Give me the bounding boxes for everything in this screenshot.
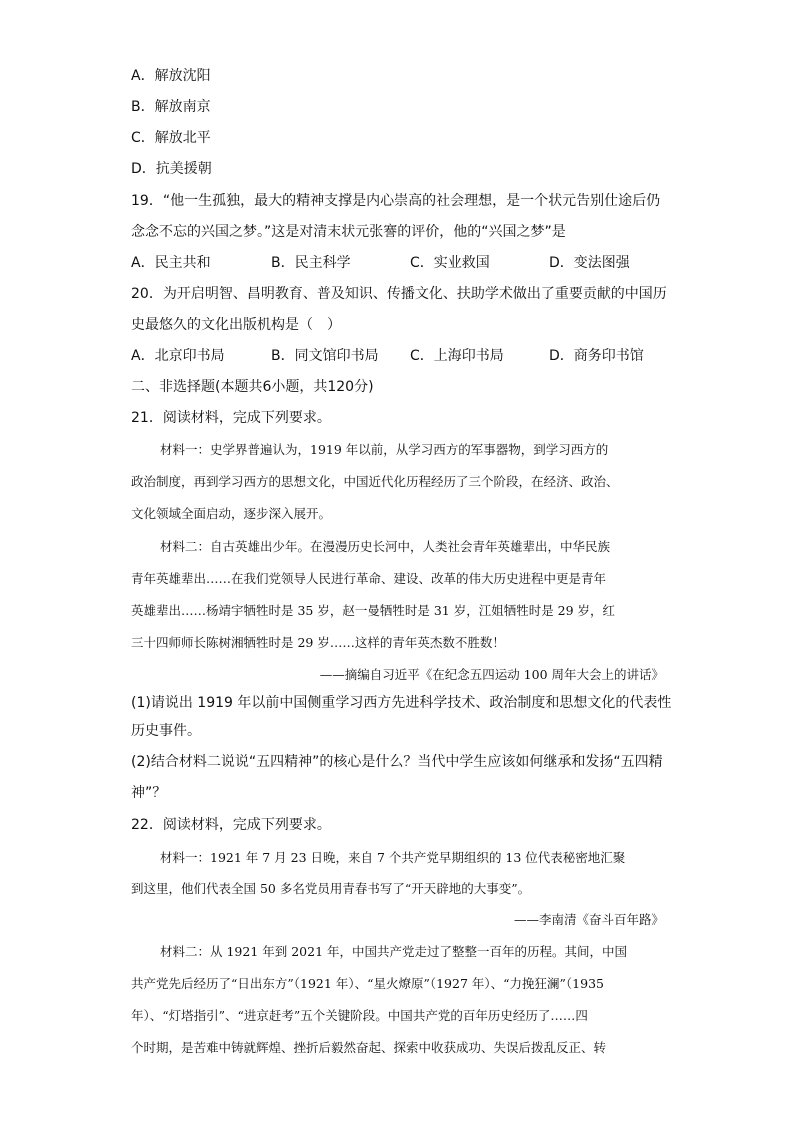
q18-option-c: C．解放北平 (131, 130, 211, 146)
q19-stem-line2: 念念不忘的兴国之梦。”这是对清末状元张謇的评价，他的“兴国之梦”是 (131, 224, 566, 240)
q18-option-b: B．解放南京 (131, 99, 211, 115)
q20-options (131, 346, 671, 366)
q21-sub1-line1: (1)请说出 1919 年以前中国侧重学习西方先进科学技术、政治制度和思想文化的代表性 (131, 695, 672, 711)
q20-option-b: B．同文馆印书局 (271, 348, 379, 364)
q21-sub2-line2: 神”？ (131, 785, 167, 801)
q22-material2-line4: 个时期，是苦难中铸就辉煌、挫折后毅然奋起、探索中收获成功、失误后拨乱反正、转 (131, 1040, 607, 1055)
q21-material2-line1: 材料二：自古英雄出少年。在漫漫历史长河中，人类社会青年英雄辈出，中华民族 (160, 539, 611, 554)
q20-option-a: A．北京印书局 (131, 348, 225, 364)
q21-source: ——摘编自习近平《在纪念五四运动 100 周年大会上的讲话》 (319, 667, 664, 682)
q21-material2-line2: 青年英雄辈出……在我们党领导人民进行革命、建设、改革的伟大历史进程中更是青年 (131, 571, 607, 586)
q21-sub1-line2: 历史事件。 (131, 723, 201, 739)
q22-source: ——李南清《奋斗百年路》 (513, 912, 664, 927)
q19-stem-line1: 19．“他一生孤独，最大的精神支撑是内心崇高的社会理想，是一个状元告别仕途后仍 (131, 193, 661, 209)
q22-stem: 22．阅读材料，完成下列要求。 (131, 817, 331, 833)
section2-heading: 二、非选择题(本题共6小题，共120分) (131, 379, 374, 395)
q21-stem: 21．阅读材料，完成下列要求。 (131, 410, 331, 426)
q20-stem-line1: 20．为开启明智、昌明教育、普及知识、传播文化、扶助学术做出了重要贡献的中国历 (131, 286, 667, 302)
q21-sub2-line1: (2)结合材料二说说“五四精神”的核心是什么？当代中学生应该如何继承和发扬“五四精 (131, 754, 663, 770)
q19-options (131, 253, 671, 273)
q20-option-c: C．上海印书局 (410, 348, 504, 364)
q22-material2-line3: 年）、“灯塔指引”、“进京赶考”五个关键阶段。中国共产党的百年历史经历了……四 (131, 1008, 588, 1023)
q20-stem-line2: 史最悠久的文化出版机构是（ ） (131, 317, 341, 333)
q22-material2-line2: 共产党先后经历了“日出东方”（1921 年）、“星火燎原”（1927 年）、“力挽狂澜”（1935 (131, 976, 604, 991)
q18-option-d: D．抗美援朝 (131, 161, 212, 177)
q19-option-a: A．民主共和 (131, 255, 211, 271)
q19-option-c: C．实业救国 (410, 255, 490, 271)
q22-material2-line1: 材料二：从 1921 年到 2021 年，中国共产党走过了整整一百年的历程。其间，中国 (160, 944, 628, 959)
q18-option-a: A．解放沈阳 (131, 68, 211, 84)
q21-material2-line3: 英雄辈出……杨靖宇牺牲时是 35 岁，赵一曼牺牲时是 31 岁，江姐牺牲时是 29 岁，红 (131, 603, 616, 618)
q20-option-d: D．商务印书馆 (549, 348, 644, 364)
q22-material1-line1: 材料一：1921 年 7 月 23 日晚，来自 7 个共产党早期组织的 13 位代表秘密地汇聚 (160, 850, 626, 865)
q22-material1-line2: 到这里，他们代表全国 50 多名党员用青春书写了“开天辟地的大事变”。 (131, 881, 531, 896)
q19-option-d: D．变法图强 (549, 255, 630, 271)
q21-material1-line1: 材料一：史学界普遍认为，1919 年以前，从学习西方的军事器物，到学习西方的 (160, 442, 609, 457)
q21-material2-line4: 三十四师师长陈树湘牺牲时是 29 岁……这样的青年英杰数不胜数！ (131, 635, 505, 650)
q21-material1-line2: 政治制度，再到学习西方的思想文化，中国近代化历程经历了三个阶段，在经济、政治、 (131, 474, 619, 489)
q21-material1-line3: 文化领域全面启动，逐步深入展开。 (131, 506, 332, 521)
q19-option-b: B．民主科学 (271, 255, 351, 271)
